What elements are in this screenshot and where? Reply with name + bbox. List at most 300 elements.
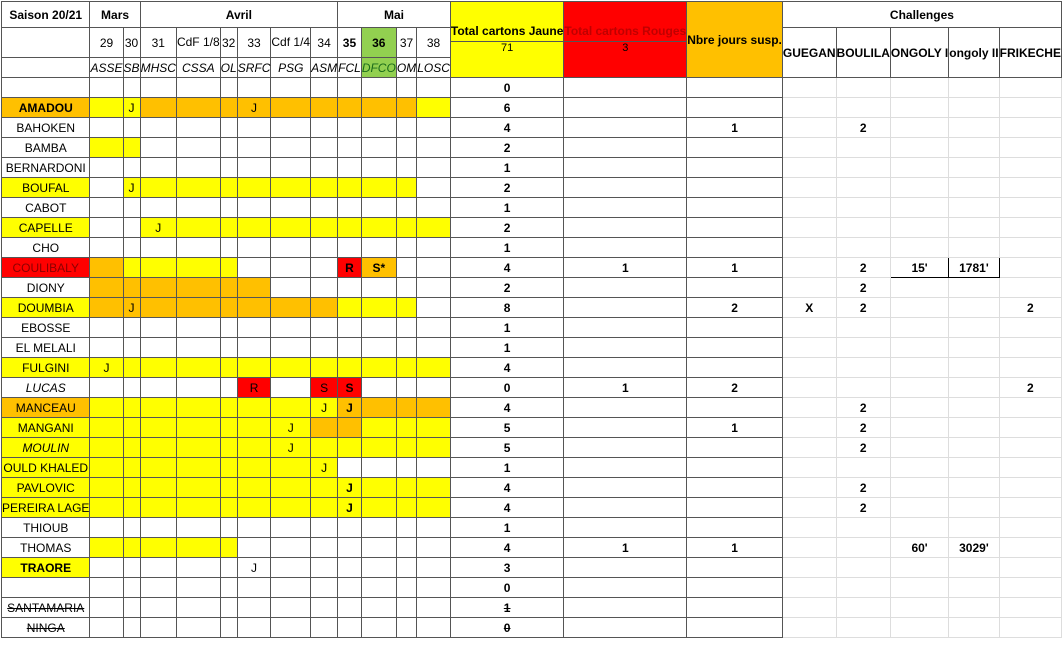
player-name: FULGINI xyxy=(2,358,90,378)
total-red-cell xyxy=(564,298,687,318)
match-cell xyxy=(361,378,396,398)
total-yellow-cell: 4 xyxy=(450,258,563,278)
susp-days-cell xyxy=(687,618,783,638)
player-name: COULIBALY xyxy=(2,258,90,278)
match-cell xyxy=(220,438,237,458)
match-cell xyxy=(311,158,338,178)
match-cell xyxy=(271,398,311,418)
challenge-cell xyxy=(836,238,890,258)
match-cell: J xyxy=(271,418,311,438)
match-cell xyxy=(338,178,362,198)
challenge-cell xyxy=(999,238,1061,258)
match-cell xyxy=(176,198,220,218)
player-name: MOULIN xyxy=(2,438,90,458)
match-cell xyxy=(140,458,176,478)
total-red-value: 3 xyxy=(564,41,686,54)
match-cell xyxy=(271,98,311,118)
match-cell: J xyxy=(338,398,362,418)
match-cell xyxy=(220,238,237,258)
challenge-cell: 15' xyxy=(890,258,948,278)
challenge-cell: 2 xyxy=(836,298,890,318)
challenge-cell xyxy=(999,118,1061,138)
match-cell xyxy=(271,478,311,498)
total-yellow-cell: 1 xyxy=(450,198,563,218)
susp-days-cell xyxy=(687,458,783,478)
player-name: THIOUB xyxy=(2,518,90,538)
total-red-cell xyxy=(564,278,687,298)
match-cell xyxy=(220,598,237,618)
match-cell xyxy=(123,138,140,158)
player-row xyxy=(2,478,1062,498)
total-red-cell xyxy=(564,178,687,198)
match-cell xyxy=(123,558,140,578)
match-cell xyxy=(361,398,396,418)
total-yellow-cell: 6 xyxy=(450,98,563,118)
match-cell xyxy=(237,418,271,438)
challenge-cell xyxy=(782,558,836,578)
blank-corner-2 xyxy=(2,58,90,78)
match-cell xyxy=(123,458,140,478)
challenge-cell xyxy=(999,438,1061,458)
total-yellow-cell: 5 xyxy=(450,438,563,458)
match-cell xyxy=(311,78,338,98)
challenge-cell xyxy=(836,518,890,538)
match-cell xyxy=(271,618,311,638)
match-cell xyxy=(90,198,123,218)
total-yellow-cell: 0 xyxy=(450,378,563,398)
match-cell xyxy=(311,198,338,218)
susp-days-header xyxy=(687,2,783,78)
player-row xyxy=(2,298,1062,318)
match-cell xyxy=(123,378,140,398)
player-row xyxy=(2,518,1062,538)
match-cell: J xyxy=(140,218,176,238)
match-cell xyxy=(237,458,271,478)
match-cell xyxy=(176,138,220,158)
challenge-cell xyxy=(949,418,999,438)
match-cell xyxy=(361,358,396,378)
challenge-cell: 2 xyxy=(836,418,890,438)
match-cell xyxy=(271,338,311,358)
match-cell xyxy=(220,478,237,498)
match-cell xyxy=(220,118,237,138)
match-cell xyxy=(311,118,338,138)
match-cell xyxy=(140,238,176,258)
player-row xyxy=(2,418,1062,438)
susp-days-label: Nbre jours susp. xyxy=(687,32,782,47)
challenge-cell xyxy=(890,178,948,198)
player-name: EBOSSE xyxy=(2,318,90,338)
total-red-cell xyxy=(564,438,687,458)
match-cell xyxy=(417,238,451,258)
challenge-cell xyxy=(836,338,890,358)
susp-days-cell xyxy=(687,218,783,238)
match-cell: J xyxy=(311,398,338,418)
match-cell xyxy=(417,338,451,358)
total-red-cell xyxy=(564,358,687,378)
match-cell xyxy=(90,98,123,118)
match-cell xyxy=(237,138,271,158)
match-cell xyxy=(417,458,451,478)
match-cell: J xyxy=(271,438,311,458)
challenge-cell xyxy=(890,458,948,478)
total-yellow-cell: 1 xyxy=(450,598,563,618)
match-cell xyxy=(361,578,396,598)
match-cell xyxy=(237,218,271,238)
total-yellow-cell: 2 xyxy=(450,178,563,198)
match-cell xyxy=(237,318,271,338)
player-name: PEREIRA LAGE xyxy=(2,498,90,518)
match-cell xyxy=(311,98,338,118)
challenge-cell xyxy=(949,578,999,598)
susp-days-cell xyxy=(687,78,783,98)
total-yellow-cell: 1 xyxy=(450,518,563,538)
match-cell xyxy=(90,218,123,238)
match-cell xyxy=(237,518,271,538)
susp-days-cell xyxy=(687,278,783,298)
round-number-6: Cdf 1/4 xyxy=(271,28,311,58)
match-cell xyxy=(140,158,176,178)
match-cell xyxy=(220,338,237,358)
challenge-cell xyxy=(836,98,890,118)
match-cell xyxy=(396,538,416,558)
player-name: CHO xyxy=(2,238,90,258)
match-cell xyxy=(90,298,123,318)
match-cell xyxy=(417,98,451,118)
susp-days-cell: 1 xyxy=(687,118,783,138)
match-cell xyxy=(271,378,311,398)
match-cell xyxy=(176,258,220,278)
susp-days-cell xyxy=(687,318,783,338)
match-cell xyxy=(396,358,416,378)
total-yellow-cell: 5 xyxy=(450,418,563,438)
challenge-cell xyxy=(949,618,999,638)
challenge-cell xyxy=(782,178,836,198)
challenge-cell xyxy=(782,158,836,178)
match-cell xyxy=(90,318,123,338)
match-cell xyxy=(176,618,220,638)
challenge-cell xyxy=(890,158,948,178)
player-row xyxy=(2,558,1062,578)
match-cell xyxy=(90,338,123,358)
opponent-0: ASSE xyxy=(90,58,123,78)
challenge-cell xyxy=(999,478,1061,498)
match-cell xyxy=(396,338,416,358)
match-cell xyxy=(338,438,362,458)
match-cell xyxy=(417,578,451,598)
match-cell xyxy=(311,578,338,598)
susp-days-cell: 2 xyxy=(687,298,783,318)
match-cell xyxy=(140,178,176,198)
blank-corner xyxy=(2,28,90,58)
match-cell xyxy=(237,498,271,518)
challenge-cell xyxy=(836,538,890,558)
challenge-cell xyxy=(949,498,999,518)
match-cell xyxy=(417,78,451,98)
match-cell xyxy=(361,618,396,638)
challenge-cell xyxy=(836,378,890,398)
match-cell xyxy=(361,318,396,338)
total-red-cell xyxy=(564,78,687,98)
player-row xyxy=(2,78,1062,98)
challenge-cell xyxy=(999,538,1061,558)
match-cell xyxy=(220,518,237,538)
match-cell xyxy=(361,98,396,118)
challenge-cell xyxy=(999,358,1061,378)
match-cell xyxy=(176,538,220,558)
challenge-cell xyxy=(949,478,999,498)
total-red-cell xyxy=(564,558,687,578)
match-cell xyxy=(417,418,451,438)
challenge-cell xyxy=(782,378,836,398)
match-cell xyxy=(338,98,362,118)
total-yellow-cell: 1 xyxy=(450,158,563,178)
match-cell xyxy=(176,218,220,238)
total-red-cell xyxy=(564,98,687,118)
match-cell xyxy=(311,338,338,358)
susp-days-cell: 1 xyxy=(687,418,783,438)
match-cell xyxy=(396,558,416,578)
challenge-cell: 3029' xyxy=(949,538,999,558)
total-yellow-cell: 4 xyxy=(450,478,563,498)
challenge-header-0: GUEGAN xyxy=(782,28,836,78)
match-cell xyxy=(90,278,123,298)
challenge-header-1: BOULILA xyxy=(836,28,890,78)
match-cell xyxy=(311,138,338,158)
match-cell xyxy=(176,78,220,98)
player-row xyxy=(2,158,1062,178)
match-cell xyxy=(176,558,220,578)
match-cell xyxy=(338,198,362,218)
total-yellow-value: 71 xyxy=(451,41,563,54)
player-name: BAMBA xyxy=(2,138,90,158)
match-cell xyxy=(176,458,220,478)
player-name: EL MELALI xyxy=(2,338,90,358)
match-cell xyxy=(396,138,416,158)
match-cell xyxy=(237,238,271,258)
match-cell xyxy=(271,78,311,98)
match-cell xyxy=(123,618,140,638)
match-cell xyxy=(176,338,220,358)
match-cell xyxy=(338,158,362,178)
challenge-cell: 2 xyxy=(836,398,890,418)
susp-days-cell xyxy=(687,598,783,618)
match-cell xyxy=(338,338,362,358)
challenge-cell xyxy=(782,258,836,278)
challenge-cell xyxy=(949,398,999,418)
match-cell xyxy=(90,138,123,158)
match-cell xyxy=(417,498,451,518)
match-cell xyxy=(140,538,176,558)
match-cell xyxy=(140,558,176,578)
match-cell xyxy=(271,518,311,538)
challenge-cell xyxy=(999,498,1061,518)
match-cell xyxy=(176,518,220,538)
match-cell: J xyxy=(237,558,271,578)
susp-days-cell: 1 xyxy=(687,538,783,558)
match-cell xyxy=(361,298,396,318)
match-cell xyxy=(220,418,237,438)
total-yellow-cell: 1 xyxy=(450,338,563,358)
total-red-cell xyxy=(564,478,687,498)
total-yellow-cell: 4 xyxy=(450,118,563,138)
challenge-cell xyxy=(949,598,999,618)
match-cell xyxy=(237,538,271,558)
match-cell xyxy=(271,278,311,298)
total-yellow-cell: 8 xyxy=(450,298,563,318)
match-cell xyxy=(271,458,311,478)
match-cell xyxy=(271,198,311,218)
challenge-cell xyxy=(836,618,890,638)
match-cell xyxy=(311,298,338,318)
total-yellow-cell: 1 xyxy=(450,458,563,478)
challenge-cell: 2 xyxy=(836,498,890,518)
match-cell xyxy=(338,238,362,258)
match-cell xyxy=(361,518,396,538)
match-cell: J xyxy=(90,358,123,378)
match-cell: S xyxy=(338,378,362,398)
player-row xyxy=(2,98,1062,118)
player-row xyxy=(2,138,1062,158)
match-cell xyxy=(361,118,396,138)
total-yellow-label: Total cartons Jaune xyxy=(450,24,564,38)
total-yellow-cell: 4 xyxy=(450,358,563,378)
match-cell xyxy=(417,518,451,538)
match-cell xyxy=(417,358,451,378)
match-cell xyxy=(271,578,311,598)
challenge-cell xyxy=(836,318,890,338)
total-yellow-cell: 0 xyxy=(450,578,563,598)
match-cell xyxy=(90,78,123,98)
round-number-5: 33 xyxy=(237,28,271,58)
challenge-cell xyxy=(836,218,890,238)
match-cell xyxy=(311,518,338,538)
challenge-cell xyxy=(782,398,836,418)
round-number-0: 29 xyxy=(90,28,123,58)
match-cell xyxy=(361,438,396,458)
match-cell xyxy=(311,498,338,518)
match-cell: J xyxy=(237,98,271,118)
match-cell xyxy=(361,178,396,198)
opponent-9: DFCO xyxy=(361,58,396,78)
match-cell xyxy=(271,118,311,138)
total-red-cell: 1 xyxy=(564,378,687,398)
match-cell xyxy=(140,618,176,638)
opponent-2: MHSC xyxy=(140,58,176,78)
match-cell xyxy=(220,398,237,418)
match-cell xyxy=(311,538,338,558)
player-row xyxy=(2,358,1062,378)
challenge-cell xyxy=(949,278,999,298)
susp-days-cell xyxy=(687,578,783,598)
player-row xyxy=(2,278,1062,298)
challenge-cell xyxy=(999,198,1061,218)
match-cell xyxy=(220,458,237,478)
challenge-cell xyxy=(836,178,890,198)
challenge-cell xyxy=(890,198,948,218)
match-cell xyxy=(176,598,220,618)
match-cell xyxy=(396,378,416,398)
susp-days-cell xyxy=(687,138,783,158)
match-cell xyxy=(220,358,237,378)
match-cell xyxy=(396,218,416,238)
match-cell: R xyxy=(237,378,271,398)
total-red-cell xyxy=(564,158,687,178)
match-cell xyxy=(220,218,237,238)
match-cell xyxy=(237,438,271,458)
challenge-cell xyxy=(890,118,948,138)
player-row xyxy=(2,198,1062,218)
match-cell xyxy=(140,478,176,498)
match-cell xyxy=(123,478,140,498)
challenges-header: Challenges xyxy=(782,2,1061,28)
match-cell xyxy=(140,78,176,98)
challenge-cell xyxy=(999,458,1061,478)
challenge-cell xyxy=(949,98,999,118)
total-yellow-cell: 2 xyxy=(450,138,563,158)
challenge-cell xyxy=(782,358,836,378)
match-cell xyxy=(123,78,140,98)
total-red-cell xyxy=(564,458,687,478)
match-cell xyxy=(140,118,176,138)
player-row xyxy=(2,438,1062,458)
match-cell xyxy=(417,198,451,218)
player-row xyxy=(2,598,1062,618)
match-cell xyxy=(176,418,220,438)
player-row xyxy=(2,238,1062,258)
opponent-5: SRFC xyxy=(237,58,271,78)
match-cell xyxy=(90,598,123,618)
match-cell xyxy=(237,398,271,418)
player-row xyxy=(2,318,1062,338)
match-cell xyxy=(90,118,123,138)
challenge-cell xyxy=(836,578,890,598)
match-cell xyxy=(176,238,220,258)
player-row xyxy=(2,178,1062,198)
match-cell xyxy=(140,378,176,398)
match-cell xyxy=(90,578,123,598)
match-cell xyxy=(396,98,416,118)
challenge-cell xyxy=(782,418,836,438)
total-yellow-cell: 4 xyxy=(450,398,563,418)
match-cell xyxy=(140,138,176,158)
match-cell xyxy=(123,438,140,458)
month-mars: Mars xyxy=(90,2,140,28)
match-cell xyxy=(176,358,220,378)
match-cell xyxy=(123,518,140,538)
challenge-cell xyxy=(782,218,836,238)
match-cell xyxy=(220,258,237,278)
round-number-3: CdF 1/8 xyxy=(176,28,220,58)
match-cell xyxy=(176,178,220,198)
cards-spreadsheet xyxy=(1,1,1062,638)
match-cell xyxy=(140,498,176,518)
challenge-cell xyxy=(782,578,836,598)
match-cell xyxy=(396,618,416,638)
match-cell xyxy=(417,598,451,618)
match-cell xyxy=(140,598,176,618)
match-cell xyxy=(176,578,220,598)
challenge-cell xyxy=(782,98,836,118)
match-cell xyxy=(220,318,237,338)
match-cell xyxy=(176,438,220,458)
match-cell xyxy=(140,418,176,438)
challenge-cell xyxy=(949,158,999,178)
match-cell: J xyxy=(123,178,140,198)
match-cell xyxy=(271,258,311,278)
challenge-cell xyxy=(890,578,948,598)
month-mai: Mai xyxy=(338,2,451,28)
